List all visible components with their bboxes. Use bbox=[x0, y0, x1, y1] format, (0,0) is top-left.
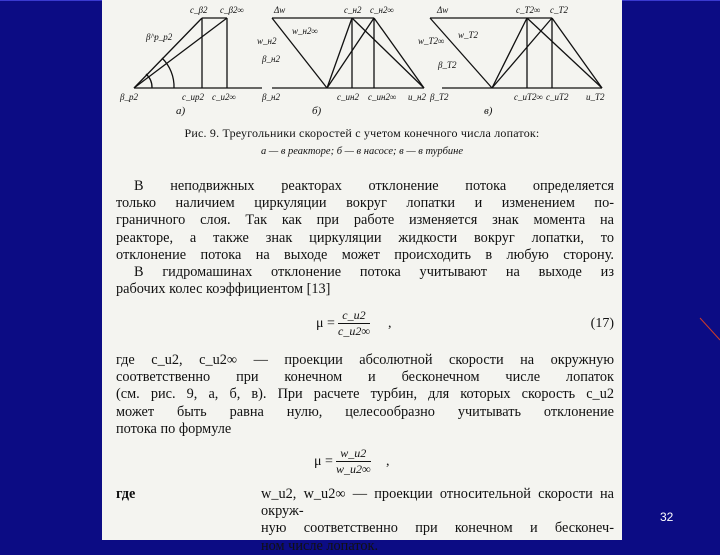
text-line: соответственно при конечном и бесконечном числе лопаток bbox=[116, 369, 614, 386]
text-line: где c_u2, c_u2∞ — проекции абсолютной скорости на окружную bbox=[116, 352, 614, 368]
panel-b-labels bbox=[257, 5, 426, 117]
formula-denominator: c_u2∞ bbox=[338, 324, 370, 338]
figure-caption: Рис. 9. Треугольники скоростей с учетом конечного числа лопаток: bbox=[184, 126, 540, 140]
where-label: где bbox=[116, 486, 136, 502]
label-dw-b: Δw bbox=[274, 5, 286, 15]
panel-b-cinf bbox=[327, 18, 374, 88]
label-w-n2: w_н2 bbox=[257, 36, 277, 46]
label-w-t2inf: w_T2∞ bbox=[418, 36, 445, 46]
scanned-page bbox=[102, 0, 622, 554]
panel-c-w bbox=[430, 18, 492, 88]
label-w-n2inf: w_н2∞ bbox=[292, 26, 318, 36]
formula-numerator: c_u2 bbox=[338, 308, 370, 324]
equation-number: (17) bbox=[590, 316, 614, 331]
label-dw-c: Δw bbox=[437, 5, 449, 15]
text-line: ную соответственно при конечном и бесконеч- bbox=[261, 520, 614, 537]
label-w-t2: w_T2 bbox=[458, 30, 479, 40]
label-c-n2inf: c_н2∞ bbox=[370, 5, 394, 15]
formula-17 bbox=[316, 308, 416, 338]
paragraph-hydromachines bbox=[116, 264, 614, 298]
label-c-u2inf: c_u2∞ bbox=[212, 92, 236, 102]
text-line: потока по формуле bbox=[116, 420, 232, 437]
label-c-t2: c_T2 bbox=[550, 5, 568, 15]
panel-a-labels bbox=[119, 5, 244, 117]
panel-c-labels bbox=[418, 5, 605, 117]
label-beta-n2-top: β_н2 bbox=[262, 54, 280, 64]
text-line: w_u2, w_u2∞ — проекции относительной скорости на окруж- bbox=[261, 486, 614, 520]
relative-definition-text bbox=[261, 486, 614, 555]
formula-lhs: μ = bbox=[314, 454, 333, 469]
label-panel-a: a) bbox=[176, 105, 186, 117]
paragraph-definitions bbox=[116, 352, 614, 438]
formula-numerator: w_u2 bbox=[336, 446, 371, 462]
panel-b-w2inf bbox=[374, 18, 424, 88]
label-c-un2: c_uн2 bbox=[337, 92, 359, 102]
label-c-t2inf: c_T2∞ bbox=[516, 5, 541, 15]
panel-c-w2 bbox=[552, 18, 602, 88]
slide-number: 32 bbox=[660, 510, 674, 524]
label-c-n2: c_н2 bbox=[344, 5, 362, 15]
formula-fraction bbox=[336, 446, 371, 477]
decor-accent-line bbox=[700, 318, 720, 340]
panel-a-vector-cinf bbox=[134, 18, 227, 88]
panel-a-vector-c bbox=[134, 18, 202, 88]
text-line: В гидромашинах отклонение потока учитывают на выходе из bbox=[134, 264, 614, 280]
label-panel-b: б) bbox=[312, 105, 322, 117]
formula-relative bbox=[314, 446, 414, 476]
label-beta-p2: β_p2 bbox=[120, 92, 138, 102]
label-c-b2inf: c_β2∞ bbox=[220, 5, 244, 15]
text-line: может быть равна нулю, целесообразно учитывать отклонение bbox=[116, 403, 614, 420]
panel-b-w2 bbox=[352, 18, 424, 88]
figure-caption-legend: а — в реакторе; б — в насосе; в — в турбине bbox=[261, 146, 463, 157]
formula-lhs: μ = bbox=[316, 316, 335, 331]
velocity-triangles-figure bbox=[112, 0, 612, 120]
label-c-b2: c_β2 bbox=[190, 5, 208, 15]
formula-denominator: w_u2∞ bbox=[336, 462, 371, 476]
panel-c-w2inf bbox=[527, 18, 602, 88]
text-line: отклонение потока на выходе может происходить в любую сторону. bbox=[116, 246, 614, 263]
text-line: граничного слоя. Так как при работе изменяется знак момента на bbox=[116, 212, 614, 229]
text-line: В неподвижных реакторах отклонение потока определяется bbox=[134, 178, 614, 194]
label-beta-n2: β_н2 bbox=[262, 92, 280, 102]
label-beta-pp2: β^p_p2 bbox=[146, 32, 173, 42]
formula-fraction bbox=[338, 308, 370, 339]
label-c-un2inf: c_uн2∞ bbox=[368, 92, 397, 102]
formula-comma: , bbox=[386, 454, 390, 469]
label-u-t2: u_T2 bbox=[586, 92, 605, 102]
paragraph-reactors bbox=[116, 178, 614, 264]
label-c-ut2inf: c_uT2∞ bbox=[514, 92, 543, 102]
text-line: (см. рис. 9, а, б, в). При расчете турбин, для которых скорость c_u2 bbox=[116, 386, 614, 403]
label-beta-t2: β_T2 bbox=[430, 92, 449, 102]
panel-a-triangles bbox=[134, 18, 262, 88]
velocity-triangles-drawing bbox=[112, 0, 612, 120]
panel-b-c bbox=[327, 18, 352, 88]
text-line: ном числе лопаток. bbox=[261, 537, 379, 554]
formula-comma: , bbox=[388, 316, 392, 331]
text-line: реакторе, а также знак циркуляции жидкости вокруг лопатки, то bbox=[116, 229, 614, 246]
label-panel-c: в) bbox=[484, 105, 493, 117]
text-line: рабочих колес коэффициентом [13] bbox=[116, 281, 331, 298]
label-c-ut2: c_uT2 bbox=[546, 92, 569, 102]
panel-c-triangles bbox=[430, 18, 602, 88]
label-u-n2: u_н2 bbox=[408, 92, 426, 102]
text-line: только наличием циркуляции вокруг лопатки и изменением по- bbox=[116, 195, 614, 212]
label-beta-t2-top: β_T2 bbox=[438, 60, 457, 70]
label-c-up2: c_up2 bbox=[182, 92, 204, 102]
